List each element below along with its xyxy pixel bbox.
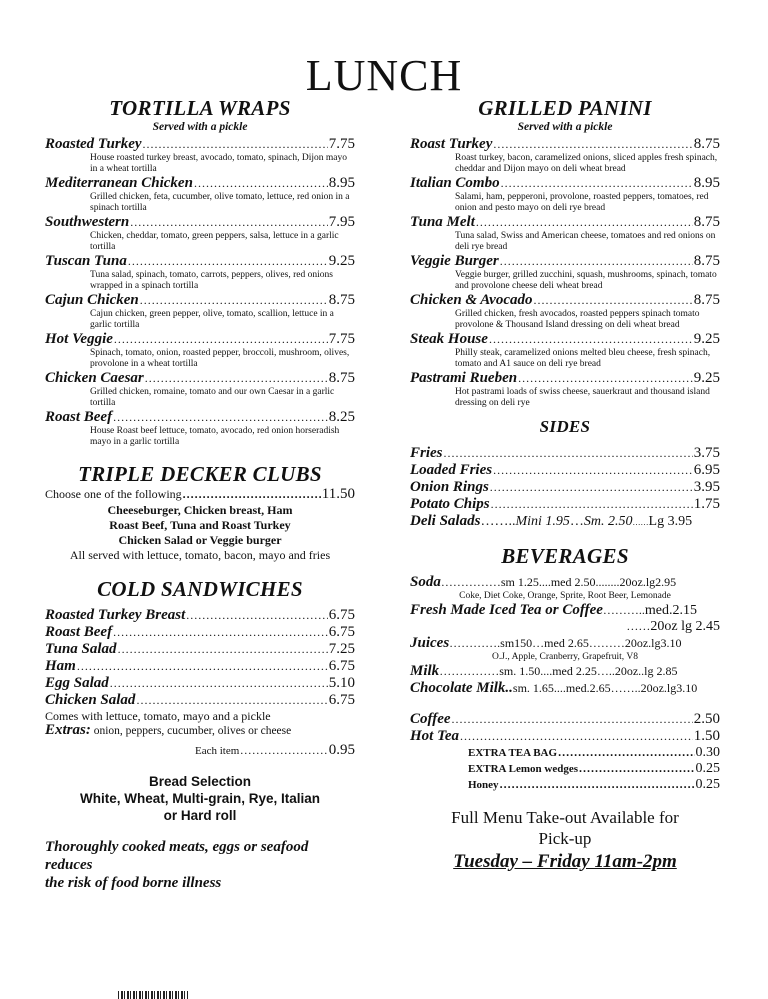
clubs-heading: TRIPLE DECKER CLUBS — [78, 462, 322, 486]
item-name: Mediterranean Chicken — [45, 175, 193, 191]
item-name: Tuna Melt — [410, 214, 475, 230]
menu-item — [410, 253, 720, 292]
menu-item — [45, 175, 355, 214]
panini-heading: GRILLED PANINI — [478, 96, 652, 120]
item-prices: sm. 1.65....med.2.65……..20oz.lg3.10 — [512, 681, 698, 695]
item-price: 9.25 — [328, 253, 355, 269]
item-name: Deli Salads — [410, 513, 481, 529]
soda-line: Soda …………… sm 1.25....med 2.50........20oz.lg2.95 — [410, 574, 677, 590]
item-name: Chicken Caesar — [45, 370, 144, 386]
clubs-option: Roast Beef, Tuna and Roast Turkey — [109, 518, 291, 532]
each-item-line — [45, 742, 355, 759]
item-price: 6.75 — [328, 692, 355, 708]
panini-subheading: Served with a pickle — [517, 121, 613, 133]
menu-item — [410, 331, 720, 370]
item-name: Fresh Made Iced Tea or Coffee — [410, 602, 603, 618]
item-name: Chocolate Milk.. — [410, 680, 513, 696]
item-name: Chicken Salad — [45, 692, 136, 708]
cold-extras — [45, 723, 355, 739]
clubs-price: 11.50 — [321, 486, 355, 502]
item-description: Tuna salad, spinach, tomato, carrots, peppers, olives, red onions wrapped in a spinach tortilla — [90, 270, 333, 291]
item-price: 6.75 — [328, 624, 355, 640]
item-price: 20oz lg 2.45 — [650, 619, 720, 634]
menu-item — [45, 331, 355, 370]
bread-line: or Hard roll — [163, 808, 237, 823]
item-price: 3.95 — [693, 479, 720, 495]
tea-lg-line: …… 20oz lg 2.45 — [626, 619, 720, 634]
takeout-line: Full Menu Take-out Available for — [451, 808, 679, 827]
clubs-options — [45, 503, 355, 563]
item-description: Cajun chicken, green pepper, olive, tomato, scallion, lettuce in a garlic tortilla — [90, 309, 334, 330]
clubs-option: Cheeseburger, Chicken breast, Ham — [107, 503, 293, 517]
clubs-served: All served with lettuce, tomato, bacon, mayo and fries — [69, 548, 331, 562]
item-name: Hot Tea — [410, 728, 460, 744]
item-description: Philly steak, caramelized onions melted bleu cheese, fresh spinach, tomato and A1 sauce on deli rye bread — [455, 348, 711, 369]
tea-bag-line — [410, 745, 720, 761]
left-column — [45, 96, 355, 892]
item-description: House Roast beef lettuce, tomato, avocado, red onion horseradish mayo in a garlic tortilla — [90, 426, 340, 447]
item-price: 9.25 — [693, 370, 720, 386]
tortilla-heading: TORTILLA WRAPS — [109, 96, 291, 120]
takeout-notice — [410, 807, 720, 849]
extra-label: EXTRA TEA BAG — [468, 747, 558, 759]
item-name: Tuna Salad — [45, 641, 117, 657]
cold-item — [45, 624, 355, 641]
item-prices: sm. 1.50....med 2.25…..20oz..lg 2.85 — [499, 664, 678, 678]
item-price: 8.75 — [328, 370, 355, 386]
menu-item — [410, 136, 720, 175]
menu-item — [410, 175, 720, 214]
item-description: Spinach, tomato, onion, roasted pepper, broccoli, mushroom, olives, provolone in a wheat tortilla — [90, 348, 350, 369]
item-name: Roasted Turkey Breast — [45, 607, 186, 623]
item-price: 1.50 — [693, 728, 720, 744]
lemon-line — [410, 761, 720, 777]
item-name: Soda — [410, 574, 441, 590]
menu-item — [45, 136, 355, 175]
beverages-heading: BEVERAGES — [501, 544, 629, 568]
side-item — [410, 496, 720, 513]
juice-line: Juices …………. sm150…med 2.65………20oz.lg3.10 — [410, 635, 682, 651]
menu-item — [45, 409, 355, 448]
item-name: Tuscan Tuna — [45, 253, 127, 269]
sides-heading: SIDES — [539, 417, 591, 436]
item-price: 6.75 — [328, 607, 355, 623]
side-item — [410, 462, 720, 479]
food-warning — [45, 838, 355, 892]
page-title: LUNCH — [305, 51, 463, 100]
bread-line: White, Wheat, Multi-grain, Rye, Italian — [79, 791, 320, 806]
item-price: 8.75 — [328, 292, 355, 308]
item-price: 1.75 — [693, 496, 720, 512]
item-price: 0.25 — [695, 777, 720, 792]
menu-item — [45, 253, 355, 292]
extras-text: onion, peppers, cucumber, olives or cheese — [93, 725, 292, 737]
item-prices: sm 1.25....med 2.50........20oz.lg2.95 — [500, 575, 677, 589]
tortilla-subheading: Served with a pickle — [152, 121, 248, 133]
item-price: 8.75 — [693, 253, 720, 269]
item-name: Juices — [410, 635, 450, 651]
item-price: 3.75 — [693, 445, 720, 461]
item-price: 6.95 — [693, 462, 720, 478]
honey-line — [410, 777, 720, 793]
milk-line: Milk …………… sm. 1.50....med 2.25…..20oz..lg 2.85 — [410, 663, 678, 679]
deli-mini: Mini 1.95 — [515, 514, 570, 529]
side-item — [410, 445, 720, 462]
item-name: Roast Beef — [45, 409, 113, 425]
soda-desc: Coke, Diet Coke, Orange, Sprite, Root Beer, Lemonade — [459, 591, 671, 601]
item-name: Egg Salad — [45, 675, 109, 691]
each-label: Each item — [195, 745, 240, 757]
takeout-line: Pick-up — [538, 829, 592, 848]
warning-line: Thoroughly cooked meats, eggs or seafood reduces — [45, 839, 309, 873]
bread-selection — [45, 773, 355, 824]
takeout-hours: Tuesday – Friday 11am-2pm — [453, 851, 677, 872]
hot-tea-line — [410, 728, 720, 745]
extras-label: Extras: — [45, 722, 91, 738]
item-name: Steak House — [410, 331, 488, 347]
item-name: Veggie Burger — [410, 253, 499, 269]
cold-item — [45, 641, 355, 658]
item-price: 8.75 — [693, 214, 720, 230]
item-price: 9.25 — [693, 331, 720, 347]
clubs-choose-line — [45, 486, 355, 503]
item-description: Grilled chicken, feta, cucumber, olive tomato, lettuce, red onion in a spinach tortilla — [90, 192, 350, 213]
cold-comes-with: Comes with lettuce, tomato, mayo and a pickle — [45, 709, 271, 723]
menu-item — [45, 214, 355, 253]
item-name: Roast Beef — [45, 624, 113, 640]
extra-label: Honey — [468, 779, 499, 791]
cold-item — [45, 675, 355, 692]
item-name: Chicken & Avocado — [410, 292, 533, 308]
item-description: Grilled chicken, romaine, tomato and our own Caesar in a garlic tortilla — [90, 387, 335, 408]
item-prices: sm150…med 2.65………20oz.lg3.10 — [500, 636, 682, 650]
item-price: 7.75 — [328, 331, 355, 347]
item-price: 2.50 — [693, 711, 720, 727]
item-name: Onion Rings — [410, 479, 489, 495]
item-name: Ham — [45, 658, 76, 674]
item-description: Tuna salad, Swiss and American cheese, tomatoes and red onions on deli rye bread — [455, 231, 716, 252]
item-name: Southwestern — [45, 214, 130, 230]
item-description: Hot pastrami loads of swiss cheese, sauerkraut and thousand island dressing on deli rye — [455, 387, 710, 408]
item-name: Potato Chips — [410, 496, 490, 512]
item-price: 0.30 — [695, 745, 720, 760]
item-price: 8.95 — [693, 175, 720, 191]
menu-item — [45, 370, 355, 409]
juice-desc: O.J., Apple, Cranberry, Grapefruit, V8 — [492, 652, 638, 662]
item-price: 5.10 — [328, 675, 355, 691]
item-name: Italian Combo — [410, 175, 500, 191]
bread-heading: Bread Selection — [148, 774, 252, 789]
item-price: 8.95 — [328, 175, 355, 191]
tea-line: Fresh Made Iced Tea or Coffee ……….. med.2.15 — [410, 602, 698, 618]
item-name: Roasted Turkey — [45, 136, 142, 152]
cold-item — [45, 658, 355, 675]
item-description: Veggie burger, grilled zucchini, squash, mushrooms, spinach, tomato and provolone cheese deli wheat bread — [455, 270, 717, 291]
item-price: 6.75 — [328, 658, 355, 674]
barcode-mark — [118, 991, 188, 999]
item-description: House roasted turkey breast, avocado, tomato, spinach, Dijon mayo in a wheat tortilla — [90, 153, 347, 174]
item-price: 8.75 — [693, 292, 720, 308]
item-name: Coffee — [410, 711, 451, 727]
item-name: Fries — [410, 445, 443, 461]
item-price: 7.75 — [328, 136, 355, 152]
item-price: 7.25 — [328, 641, 355, 657]
warning-line: the risk of food borne illness — [45, 875, 222, 891]
deli-lg: Lg 3.95 — [648, 514, 693, 529]
item-name: Milk — [410, 663, 440, 679]
item-price: 8.25 — [328, 409, 355, 425]
item-name: Cajun Chicken — [45, 292, 139, 308]
deli-salads-line: Deli Salads …….. Mini 1.95 … Sm. 2.50 …… Lg 3.95 — [410, 513, 693, 529]
deli-sm: Sm. 2.50 — [583, 514, 633, 529]
item-name: Hot Veggie — [45, 331, 113, 347]
menu-item — [410, 370, 720, 409]
item-name: Loaded Fries — [410, 462, 493, 478]
each-price: 0.95 — [328, 742, 355, 758]
item-name: Roast Turkey — [410, 136, 493, 152]
cold-heading: COLD SANDWICHES — [97, 577, 303, 601]
cold-item — [45, 692, 355, 709]
extra-label: EXTRA Lemon wedges — [468, 763, 579, 775]
choc-milk-line — [410, 680, 720, 697]
item-description: Grilled chicken, fresh avocados, roasted peppers spinach tomato provolone & Thousand Island dressing on deli wheat bread — [455, 309, 700, 330]
clubs-choose: Choose one of the following — [45, 487, 182, 501]
item-description: Roast turkey, bacon, caramelized onions, sliced apples fresh spinach, cheddar and Dijon mayo on deli wheat bread — [455, 153, 718, 174]
item-price: 7.95 — [328, 214, 355, 230]
right-column — [410, 96, 720, 873]
item-description: Salami, ham, pepperoni, provolone, roasted peppers, tomatoes, red onion and pesto mayo on deli rye bread — [455, 192, 709, 213]
clubs-option: Chicken Salad or Veggie burger — [118, 533, 282, 547]
item-price: med.2.15 — [644, 603, 698, 618]
menu-item — [410, 214, 720, 253]
item-price: 0.25 — [695, 761, 720, 776]
cold-item — [45, 607, 355, 624]
item-description: Chicken, cheddar, tomato, green peppers, salsa, lettuce in a garlic tortilla — [90, 231, 339, 252]
coffee-line — [410, 711, 720, 728]
item-name: Pastrami Rueben — [410, 370, 518, 386]
menu-item — [45, 292, 355, 331]
side-item — [410, 479, 720, 496]
menu-item — [410, 292, 720, 331]
item-price: 8.75 — [693, 136, 720, 152]
